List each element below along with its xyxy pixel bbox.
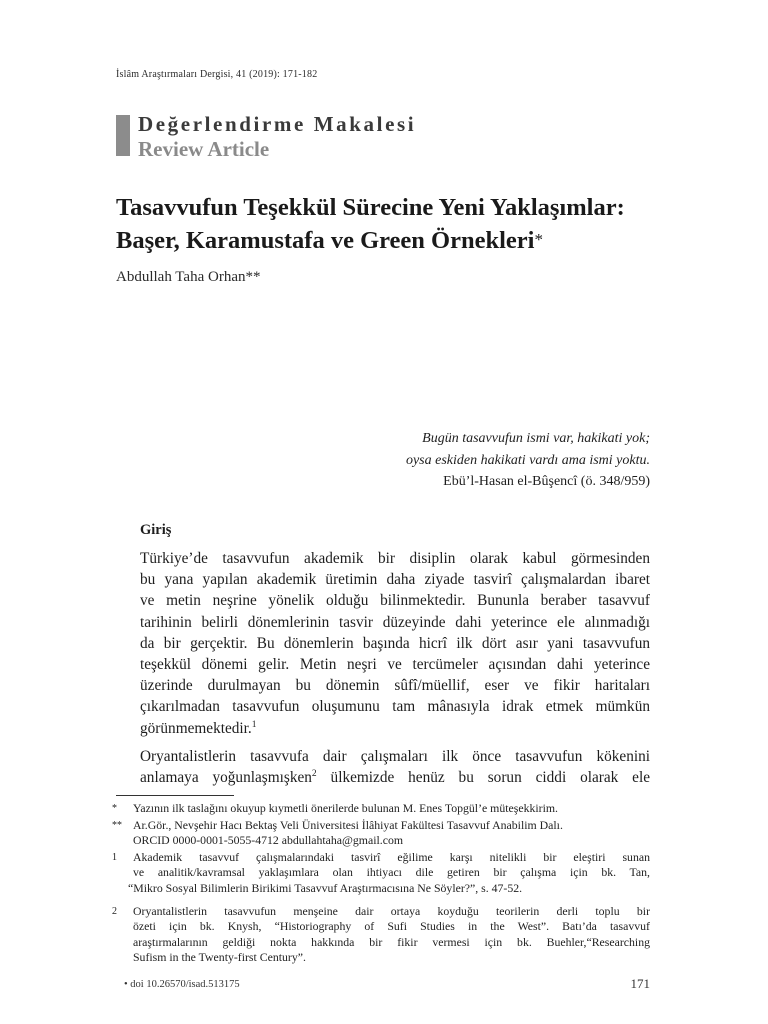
paragraph-line: Türkiye’de tasavvufun akademik bir disiplin olarak kabul görmesinden: [140, 550, 650, 567]
footnote-separator: [116, 795, 234, 796]
title-footnote-mark: *: [534, 230, 543, 249]
footnote-double-star: [112, 818, 650, 849]
article-title-line1: Tasavvufun Teşekkül Sürecine Yeni Yaklaşımlar:: [116, 194, 625, 221]
footnote-text: Sufism in the Twenty-first Century”.: [133, 950, 306, 965]
footnote-text: araştırmalarının geldiği nokta hakkında bir fikir vermesi için bk. Buehler,“Researching: [133, 934, 650, 949]
article-title: [116, 192, 696, 257]
footnote-text: Ar.Gör., Nevşehir Hacı Bektaş Veli Üniversitesi İlâhiyat Fakültesi Tasavvuf Anabilim Dalı.: [133, 818, 563, 832]
article-title-line2: Başer, Karamustafa ve Green Örnekleri*: [116, 227, 543, 254]
epigraph-line1: Bugün tasavvufun ismi var, hakikati yok;: [422, 431, 650, 446]
article-type-english: Review Article: [138, 137, 270, 161]
paragraph-1: [116, 548, 650, 739]
paragraph-line: çıkarılmadan tasavvufun oluşumunu tam mânasıyla idrak etmek mümkün: [140, 698, 650, 716]
paragraph-line: Oryantalistlerin tasavvufa dair çalışmaları ilk önce tasavvufun kökenini: [140, 748, 650, 765]
epigraph: [406, 428, 650, 493]
footnote-mark: 1: [112, 852, 117, 863]
footnote-2: [112, 904, 650, 966]
author-name: Abdullah Taha Orhan**: [116, 269, 261, 285]
epigraph-line2: oysa eskiden hakikati vardı ama ismi yoktu.: [405, 452, 650, 468]
paragraph-line: tarihinin belirli dönemlerinin tasvir düzeyinde dahi yeterince ele alınmadığı: [140, 613, 650, 631]
footnote-text: özeti için bk. Knysh, “Historiography of Sufi Studies in the West”. Batı’da tasavvuf: [133, 919, 650, 934]
paragraph-2: [116, 746, 650, 788]
paragraph-line: bu yana yapılan akademik üretimin daha ziyade tasvirî çalışmalardan ibaret: [140, 571, 650, 589]
journal-citation: İslâm Araştırmaları Dergisi, 41 (2019): 171-182: [116, 69, 318, 80]
page-number: 171: [630, 976, 650, 991]
paragraph-line: üzerinde durulmayan bu dönemin sûfî/müellif, eser ve fikir haritaları: [140, 677, 650, 695]
footnote-ref-1[interactable]: 1: [251, 719, 257, 730]
footnote-star: [112, 801, 650, 816]
footnote-text: Yazının ilk taslağını okuyup kıymetli önerilerde bulunan M. Enes Topgül’e müteşekkirim.: [133, 801, 559, 815]
epigraph-attribution: Ebü’l-Hasan el-Bûşencî (ö. 348/959): [443, 474, 650, 489]
footnote-mark: *: [112, 803, 117, 814]
paragraph-line: anlamaya yoğunlaşmışken$^2$ ülkemizde henüz bu sorun ciddi olarak ele: [140, 769, 650, 787]
article-type-bar: [116, 115, 130, 156]
footnote-mark: **: [112, 820, 122, 831]
section-heading: Giriş: [140, 522, 172, 538]
paragraph-line: görünmemektedir.$^1$: [140, 719, 257, 737]
footnote-text: Akademik tasavvuf çalışmalarındaki tasvirî eğilime karşı nitelikli bir eleştiri sunan: [133, 850, 650, 864]
footnote-ref-2[interactable]: 2: [311, 769, 317, 780]
paragraph-line: da bir gerçektir. Bu dönemlerin başında hicrî ilk dört asır yani tasavvufun: [140, 634, 650, 652]
paragraph-line: teşekkül dönemi gelir. Metin neşri ve tercümeler açısından dahi yeterince: [140, 656, 650, 674]
footnote-1: [112, 850, 650, 896]
paragraph-line: ve metin neşrine yönelik olduğu bilinmektedir. Bununla beraber tasavvuf: [140, 592, 650, 610]
footnote-text: ORCID 0000-0001-5055-4712 abdullahtaha@gmail.com: [133, 833, 404, 848]
footnote-text: “Mikro Sosyal Bilimlerin Birikimi Tasavvuf Araştırmacısına Ne Söyler?”, s. 47-52.: [128, 880, 523, 895]
footnote-mark: 2: [112, 906, 117, 917]
doi-link[interactable]: • doi 10.26570/isad.513175: [124, 979, 240, 990]
footnote-text: ve analitik/kavramsal yaklaşımlara olan ihtiyacı dile getiren bir çalışma için bk. Tan,: [133, 865, 650, 880]
article-type-turkish: Değerlendirme Makalesi: [138, 112, 417, 136]
footnote-text: Oryantalistlerin tasavvufun menşeine dair ortaya koyduğu teorilerin derli toplu bir: [133, 904, 650, 918]
